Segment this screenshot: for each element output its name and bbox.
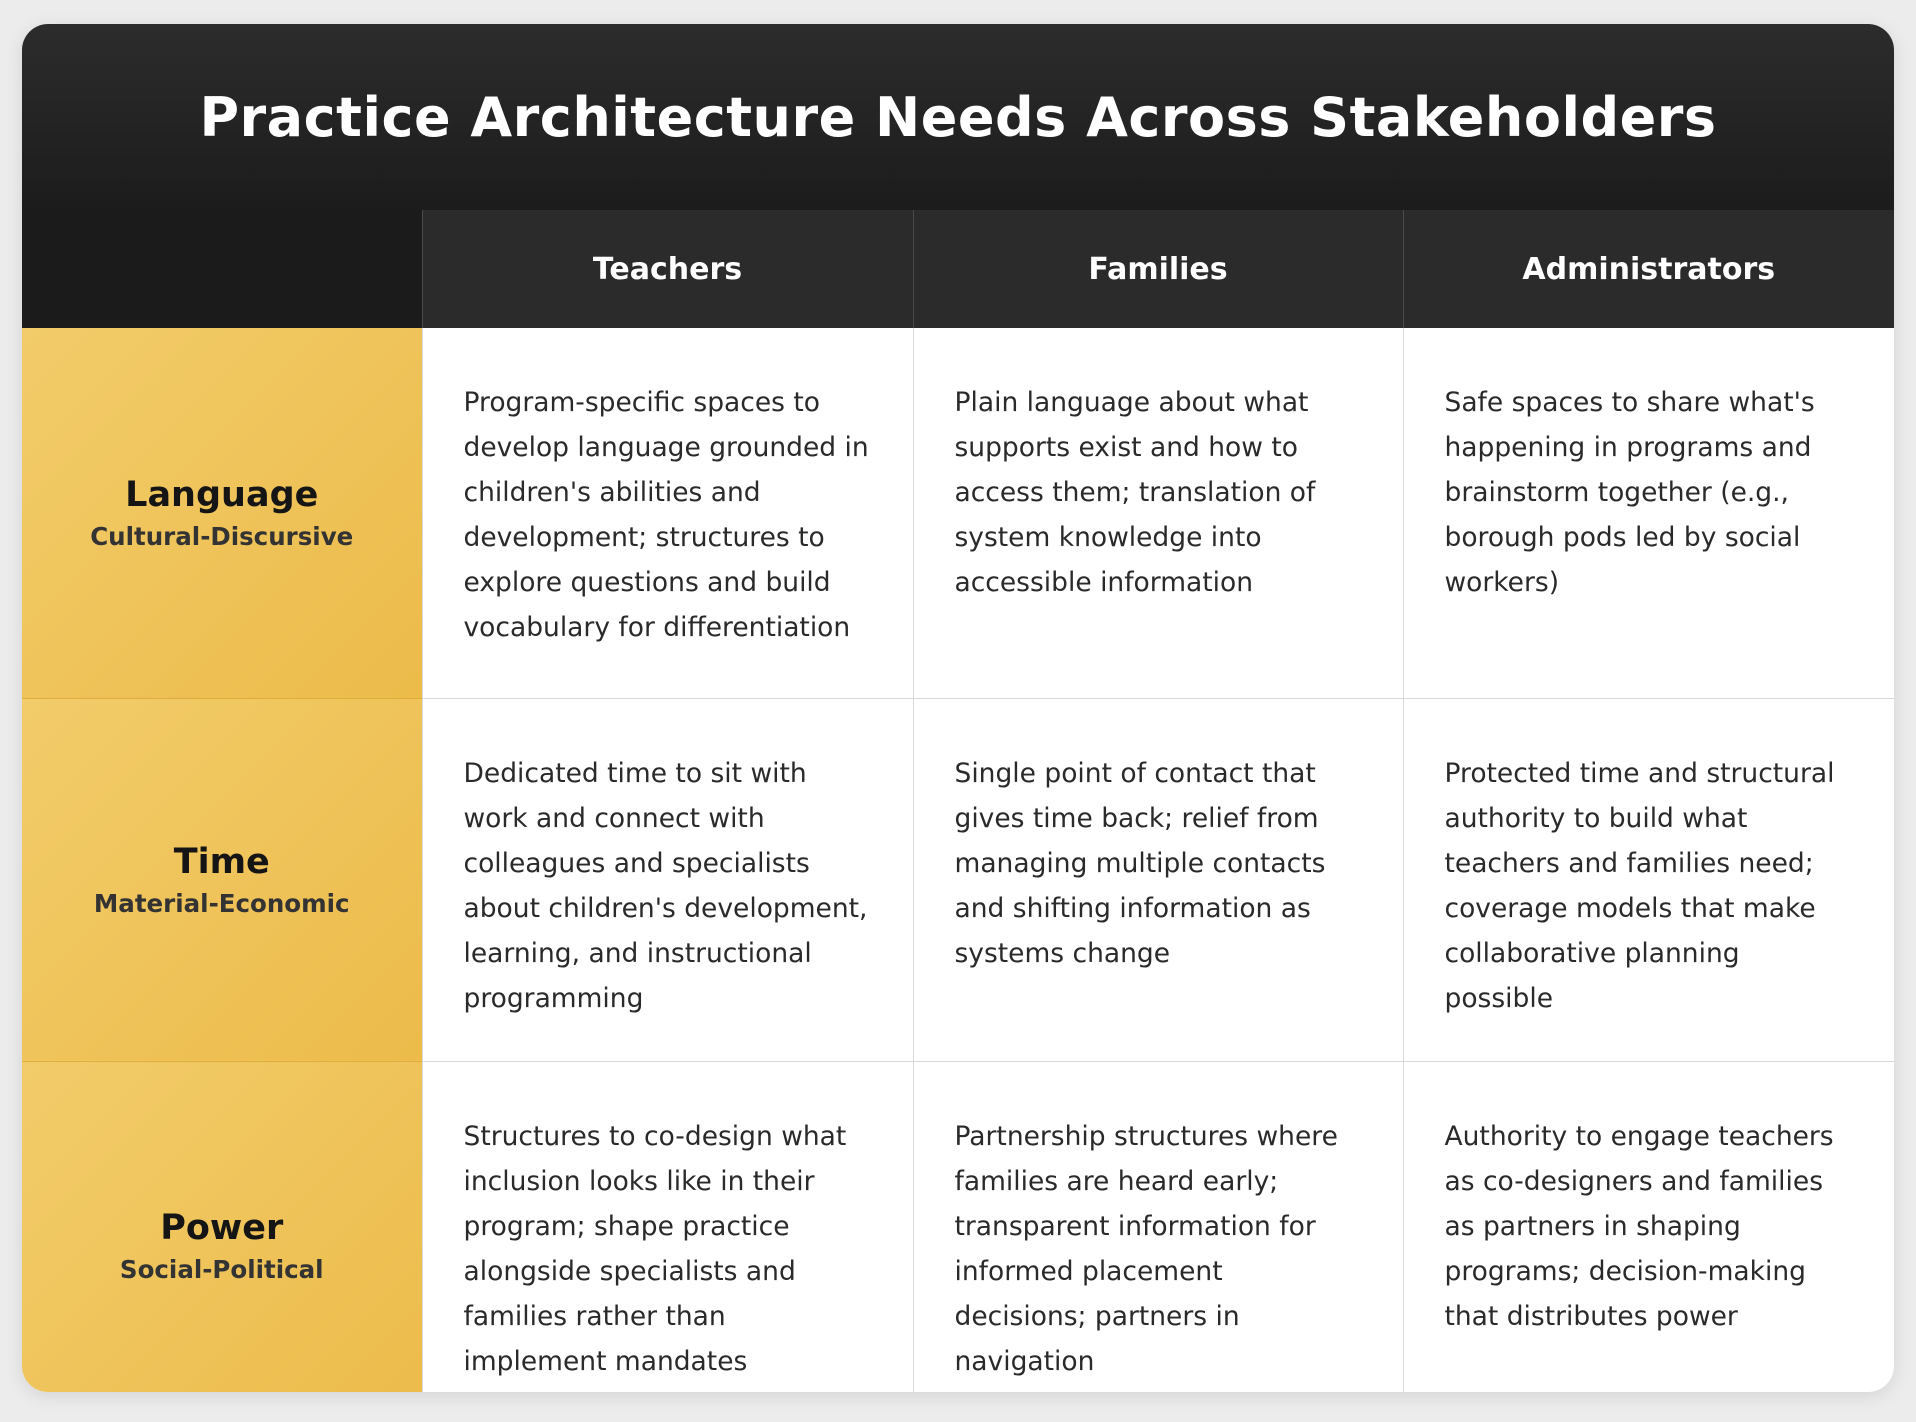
table-cell: Structures to co-design what inclusion looks like in their program; shape practice alongside specialists and families rather than implement mandates [422,1061,913,1392]
row-title: Time [173,841,270,882]
needs-table [22,210,1894,1392]
table-cell: Dedicated time to sit with work and connect with colleagues and specialists about children's development, learning, and instructional programming [422,698,913,1061]
page-title: Practice Architecture Needs Across Stakeholders [199,85,1717,149]
row-subtitle: Cultural-Discursive [90,521,354,551]
column-header-administrators: Administrators [1403,210,1894,328]
table-row-time [22,698,1894,1061]
row-header-power [22,1061,422,1392]
row-header-time [22,698,422,1061]
column-header-families: Families [913,210,1403,328]
stakeholder-needs-card [22,24,1894,1392]
row-header-language [22,328,422,698]
table-cell: Partnership structures where families are heard early; transparent information for informed placement decisions; partners in navigation [913,1061,1403,1392]
row-subtitle: Social-Political [119,1254,324,1284]
row-title: Power [160,1207,284,1248]
corner-cell [22,210,422,328]
table-row-language [22,328,1894,698]
column-header-row [22,210,1894,328]
title-bar [22,24,1894,210]
table-cell: Protected time and structural authority to build what teachers and families need; coverage models that make collaborative planning possible [1403,698,1894,1061]
row-title: Language [125,474,319,515]
table-cell: Plain language about what supports exist and how to access them; translation of system knowledge into accessible information [913,328,1403,698]
row-subtitle: Material-Economic [93,888,350,918]
table-row-power [22,1061,1894,1392]
column-header-teachers: Teachers [422,210,913,328]
table-cell: Single point of contact that gives time back; relief from managing multiple contacts and shifting information as systems change [913,698,1403,1061]
table-cell: Authority to engage teachers as co-designers and families as partners in shaping programs; decision-making that distributes power [1403,1061,1894,1392]
table-cell: Program-specific spaces to develop language grounded in children's abilities and development; structures to explore questions and build vocabulary for differentiation [422,328,913,698]
table-cell: Safe spaces to share what's happening in programs and brainstorm together (e.g., borough pods led by social workers) [1403,328,1894,698]
